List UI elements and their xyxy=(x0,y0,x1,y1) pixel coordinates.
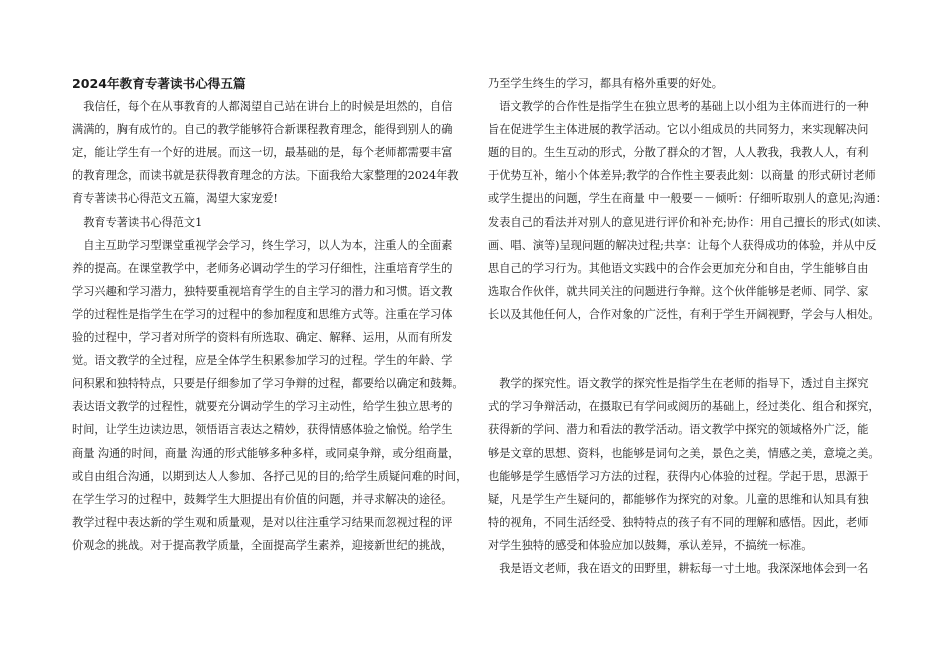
left-column xyxy=(72,72,467,557)
text-line: 学习兴趣和学习潜力，独特要重视培育学生的自主学习的潜力和习惯。语文教 xyxy=(72,284,453,298)
text-line: 发表自己的看法并对别人的意见进行评价和补充;协作：用自己擅长的形式(如读、 xyxy=(488,215,888,229)
text-line: 画、唱、演等)呈现问题的解决过程;共享：让每个人获得成功的体验，并从中反 xyxy=(488,238,877,252)
text-line: 觉。语文教学的全过程，应是全体学生积累参加学习的过程。学生的年龄、学 xyxy=(72,354,453,368)
text-line: 价观念的挑战。对于提高教学质量，全面提高学生素养，迎接新世纪的挑战， xyxy=(72,538,453,552)
text-line: 教学过程中表达新的学生观和质量观，是对以往注重学习结果而忽视过程的评 xyxy=(72,515,453,529)
text-line: 语文教学的合作性是指学生在独立思考的基础上以小组为主体而进行的一种 xyxy=(488,100,869,114)
text-line: 养的提高。在课堂教学中，老师务必调动学生的学习仔细性，注重培育学生的 xyxy=(72,261,453,275)
text-line: 也能够是学生感悟学习方法的过程，获得内心体验的过程。学起于思，思源于 xyxy=(488,469,869,483)
text-line: 思自己的学习行为。其他语文实践中的合作会更加充分和自由，学生能够自由 xyxy=(488,261,869,275)
text-line: 题的目的。生生互动的形式，分散了群众的才智，人人教我，我教人人，有利 xyxy=(488,146,869,160)
text-line: 旨在促进学生主体进展的教学活动。它以小组成员的共同努力，来实现解决问 xyxy=(488,123,869,137)
text-line: 长以及其他任何人，合作对象的广泛性，有利于学生开阔视野，学会与人相处。 xyxy=(488,307,880,321)
text-line: 定，能让学生有一个好的进展。而这一切，最基础的是，每个老师都需要丰富 xyxy=(72,146,453,160)
text-line: 我是语文老师，我在语文的田野里，耕耘每一寸土地。我深深地体会到一名 xyxy=(488,561,869,575)
right-body-upper xyxy=(488,72,888,326)
right-column xyxy=(488,72,888,580)
text-line: 商量 沟通的时间，商量 沟通的形式能够多种多样，或同桌争辩，或分组商量， xyxy=(72,446,460,460)
text-line: 特的视角，不同生活经受、独特特点的孩子有不同的理解和感悟。因此，老师 xyxy=(488,515,869,529)
text-line: 教学的探究性。语文教学的探究性是指学生在老师的指导下，透过自主探究 xyxy=(488,377,869,391)
text-line: 于优势互补，缩小个体差异;教学的合作性主要表此刻：以商量 的形式研讨老师 xyxy=(488,169,876,183)
text-line: 满满的，胸有成竹的。自己的教学能够符合新课程教育理念，能得到别人的确 xyxy=(72,123,453,137)
text-line: 表达语文教学的过程性，就要充分调动学生的学习主动性，给学生独立思考的 xyxy=(72,400,453,414)
text-line: 学的过程性是指学生在学习的过程中的参加程度和思维方式等。注重在学习体 xyxy=(72,307,453,321)
text-line: 或自由组合沟通，以期到达人人参加、各抒己见的目的;给学生质疑问难的时间， xyxy=(72,469,468,483)
text-line: 够是文章的思想、资料，也能够是词句之美，景色之美，情感之美，意境之美。 xyxy=(488,446,880,460)
text-line: 选取合作伙伴，就共同关注的问题进行争辩。这个伙伴能够是老师、同学、家 xyxy=(488,284,869,298)
text-line: 在学生学习的过程中，鼓舞学生大胆提出有价值的问题，并寻求解决的途径。 xyxy=(72,492,453,506)
text-line: 育专著读书心得范文五篇，渴望大家宠爱! xyxy=(72,192,278,206)
text-line: 对学生独特的感受和体验应加以鼓舞，承认差异，不搞统一标准。 xyxy=(488,538,813,552)
document-title: 2024年教育专著读书心得五篇 xyxy=(72,76,246,91)
text-line: 的教育理念，而读书就是获得教育理念的方法。下面我给大家整理的2024年教 xyxy=(72,169,459,183)
paragraph-gap xyxy=(488,349,883,372)
text-line: 验的过程中，学习者对所学的资料有所选取、确定、解释、运用，从而有所发 xyxy=(72,331,453,345)
text-line: 乃至学生终生的学习，都具有格外重要的好处。 xyxy=(488,77,723,90)
left-body xyxy=(72,95,467,557)
text-line: 式的学习争辩活动，在摄取已有学问或阅历的基础上，经过类化、组合和探究， xyxy=(488,400,880,414)
text-line: 疑，凡是学生产生疑问的，都能够作为探究的对象。儿童的思维和认知具有独 xyxy=(488,492,869,506)
text-line: 获得新的学问、潜力和看法的教学活动。语文教学中探究的领域格外广泛，能 xyxy=(488,423,869,437)
text-line: 或学生提出的问题，学生在商量 中一般要－－倾听：仔细听取别人的意见;沟通： xyxy=(488,192,887,206)
text-line: 问积累和独特特点，只要是仔细参加了学习争辩的过程，都要给以确定和鼓舞。 xyxy=(72,377,464,391)
text-line: 教育专著读书心得范文1 xyxy=(72,215,203,229)
right-body-lower xyxy=(488,372,883,580)
text-line: 我信任，每个在从事教育的人都渴望自己站在讲台上的时候是坦然的，自信 xyxy=(72,100,453,114)
text-line: 自主互助学习型课堂重视学会学习，终生学习，以人为本，注重人的全面素 xyxy=(72,238,453,252)
paragraph-gap xyxy=(488,326,883,349)
text-line: 时间，让学生边读边思，领悟语言表达之精妙，获得情感体验之愉悦。给学生 xyxy=(72,423,453,437)
